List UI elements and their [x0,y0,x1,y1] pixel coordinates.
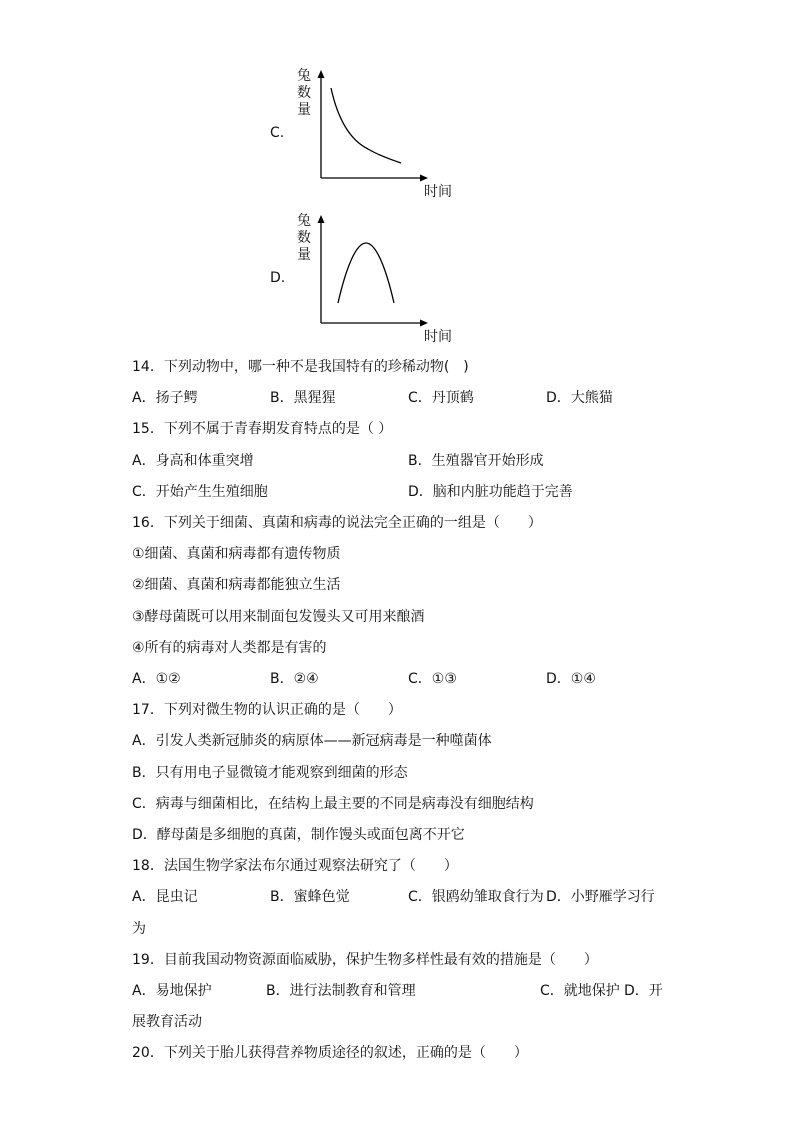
x-axis-label: 时间 [424,329,452,345]
question-16-option-d: D．①④ [546,671,596,687]
question-18-option-d-continued: 为 [132,921,146,937]
question-19-option-d-continued: 展教育活动 [132,1014,202,1030]
question-16-statement-3: ③酵母菌既可以用来制面包发馒头又可用来酿酒 [132,609,425,625]
y-axis-arrow [318,70,325,78]
question-19-option-a: A．易地保护 [132,983,212,999]
question-16-statement-1: ①细菌、真菌和病毒都有遗传物质 [132,546,341,562]
decreasing-curve [331,88,401,163]
y-axis-arrow [318,215,325,223]
question-15-stem: 15．下列不属于青春期发育特点的是（ ） [132,421,393,437]
x-axis-label: 时间 [424,184,452,200]
question-17-option-c: C．病毒与细菌相比，在结构上最主要的不同是病毒没有细胞结构 [132,796,534,812]
question-14-option-d: D．大熊猫 [546,390,613,406]
question-19-stem: 19．目前我国动物资源面临威胁，保护生物多样性最有效的措施是（ ） [132,952,598,968]
question-14-stem: 14．下列动物中，哪一种不是我国特有的珍稀动物( ) [132,359,469,375]
y-axis-label-char: 量 [297,247,311,263]
question-16-option-a: A．①② [132,671,181,687]
question-15-option-d: D．脑和内脏功能趋于完善 [408,484,573,500]
graph-option-label: D. [270,270,286,286]
question-18-option-d: D．小野雁学习行 [546,889,655,905]
rise-fall-curve [338,243,394,303]
question-16-statement-2: ②细菌、真菌和病毒都能独立生活 [132,577,341,593]
question-20-stem: 20．下列关于胎儿获得营养物质途径的叙述，正确的是（ ） [132,1045,528,1061]
question-15-option-b: B．生殖器官开始形成 [408,453,544,469]
question-18-stem: 18．法国生物学家法布尔通过观察法研究了（ ） [132,858,458,874]
question-16-statement-4: ④所有的病毒对人类都是有害的 [132,640,327,656]
y-axis-label-char: 数 [297,230,311,246]
question-17-option-d: D．酵母菌是多细胞的真菌，制作馒头或面包离不开它 [132,827,465,843]
question-16-option-b: B．②④ [270,671,319,687]
question-16-option-c: C．①③ [408,671,457,687]
question-18-option-b: B．蜜蜂色觉 [270,889,350,905]
question-16-stem: 16．下列关于细菌、真菌和病毒的说法完全正确的一组是（ ） [132,515,542,531]
question-15-option-c: C．开始产生生殖细胞 [132,484,268,500]
y-axis-label-char: 兔 [297,213,311,229]
question-19-option-b: B．进行法制教育和管理 [266,983,416,999]
y-axis-label-char: 量 [297,102,311,118]
question-17-option-a: A．引发人类新冠肺炎的病原体——新冠病毒是一种噬菌体 [132,733,492,749]
question-17-stem: 17．下列对微生物的认识正确的是（ ） [132,702,402,718]
question-19-option-c: C．就地保护 [540,983,620,999]
graph-option-c [270,68,460,200]
graph-option-label: C. [270,125,285,141]
question-14-option-a: A．扬子鳄 [132,390,198,406]
graph-option-d [270,213,460,345]
question-15-option-a: A．身高和体重突增 [132,453,254,469]
question-14-option-b: B．黑猩猩 [270,390,336,406]
question-18-option-c: C．银鸥幼雏取食行为 [408,889,544,905]
question-19-option-d: D．开 [624,983,663,999]
y-axis-label-char: 兔 [297,68,311,84]
question-18-option-a: A．昆虫记 [132,889,198,905]
y-axis-label-char: 数 [297,85,311,101]
question-14-option-c: C．丹顶鹤 [408,390,474,406]
question-17-option-b: B．只有用电子显微镜才能观察到细菌的形态 [132,765,408,781]
